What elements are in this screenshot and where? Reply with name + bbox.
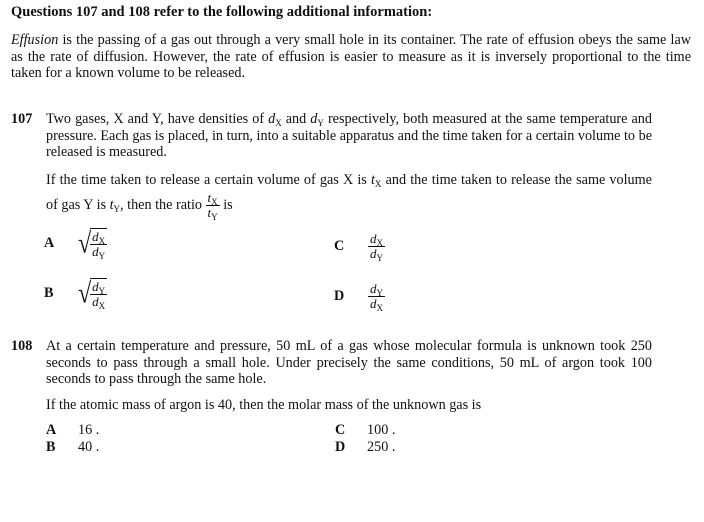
- q108-paragraph-1: At a certain temperature and pressure, 50 mL of a gas whose molecular formula is unknown took 250 seconds to pass through a small hole. Under precisely the same conditions, 50 mL of argon took 100 seconds to pass through the same hole.: [46, 338, 652, 387]
- q108-paragraph-2: If the atomic mass of argon is 40, then the molar mass of the unknown gas is: [46, 397, 482, 413]
- question-number-107: 107: [11, 111, 33, 127]
- q107-option-d[interactable]: D $\frac{d_Y}{d_X}$: [334, 281, 383, 313]
- q107-option-a[interactable]: A √ $\frac{d_X}{d_Y}$: [44, 227, 106, 261]
- q107-paragraph-2: If the time taken to release a certain volume of gas X is $t_X$ and the time taken to release the same volume of gas Y is $t_Y$, then the ratio $\frac{t_X}{t_Y}$ is: [46, 172, 652, 222]
- q108-option-a[interactable]: A 16 .: [46, 422, 100, 438]
- intro-term: Effusion: [11, 32, 59, 48]
- intro-text: is the passing of a gas out through a very small hole in its container. The rate of effusion obeys the same law as the rate of diffusion. However, the rate of effusion is easier to measure as it is inversely proportional to the time taken for a known volume to be released.: [11, 32, 691, 81]
- question-number-108: 108: [11, 338, 33, 354]
- intro-paragraph: [11, 32, 691, 82]
- q107-option-b[interactable]: B √ $\frac{d_Y}{d_X}$: [44, 277, 106, 311]
- q107-paragraph-1: Two gases, X and Y, have densities of $d_X$ and $d_Y$ respectively, both measured at the same temperature and pressure. Each gas is placed, in turn, into a suitable apparatus and the time taken for a certain volume to be released is measured.: [46, 111, 652, 160]
- q108-option-b[interactable]: B 40 .: [46, 439, 100, 455]
- section-header: Questions 107 and 108 refer to the following additional information:: [11, 4, 433, 20]
- sqrt-fraction: √ $\frac{d_X}{d_Y}$: [78, 227, 106, 261]
- sqrt-fraction: √ $\frac{d_Y}{d_X}$: [78, 277, 106, 311]
- q107-option-c[interactable]: C $\frac{d_X}{d_Y}$: [334, 231, 383, 263]
- q108-option-c[interactable]: C 100 .: [335, 422, 396, 438]
- q108-option-d[interactable]: D 250 .: [335, 439, 396, 455]
- ratio-fraction: $\frac{t_X}{t_Y}$: [207, 190, 218, 222]
